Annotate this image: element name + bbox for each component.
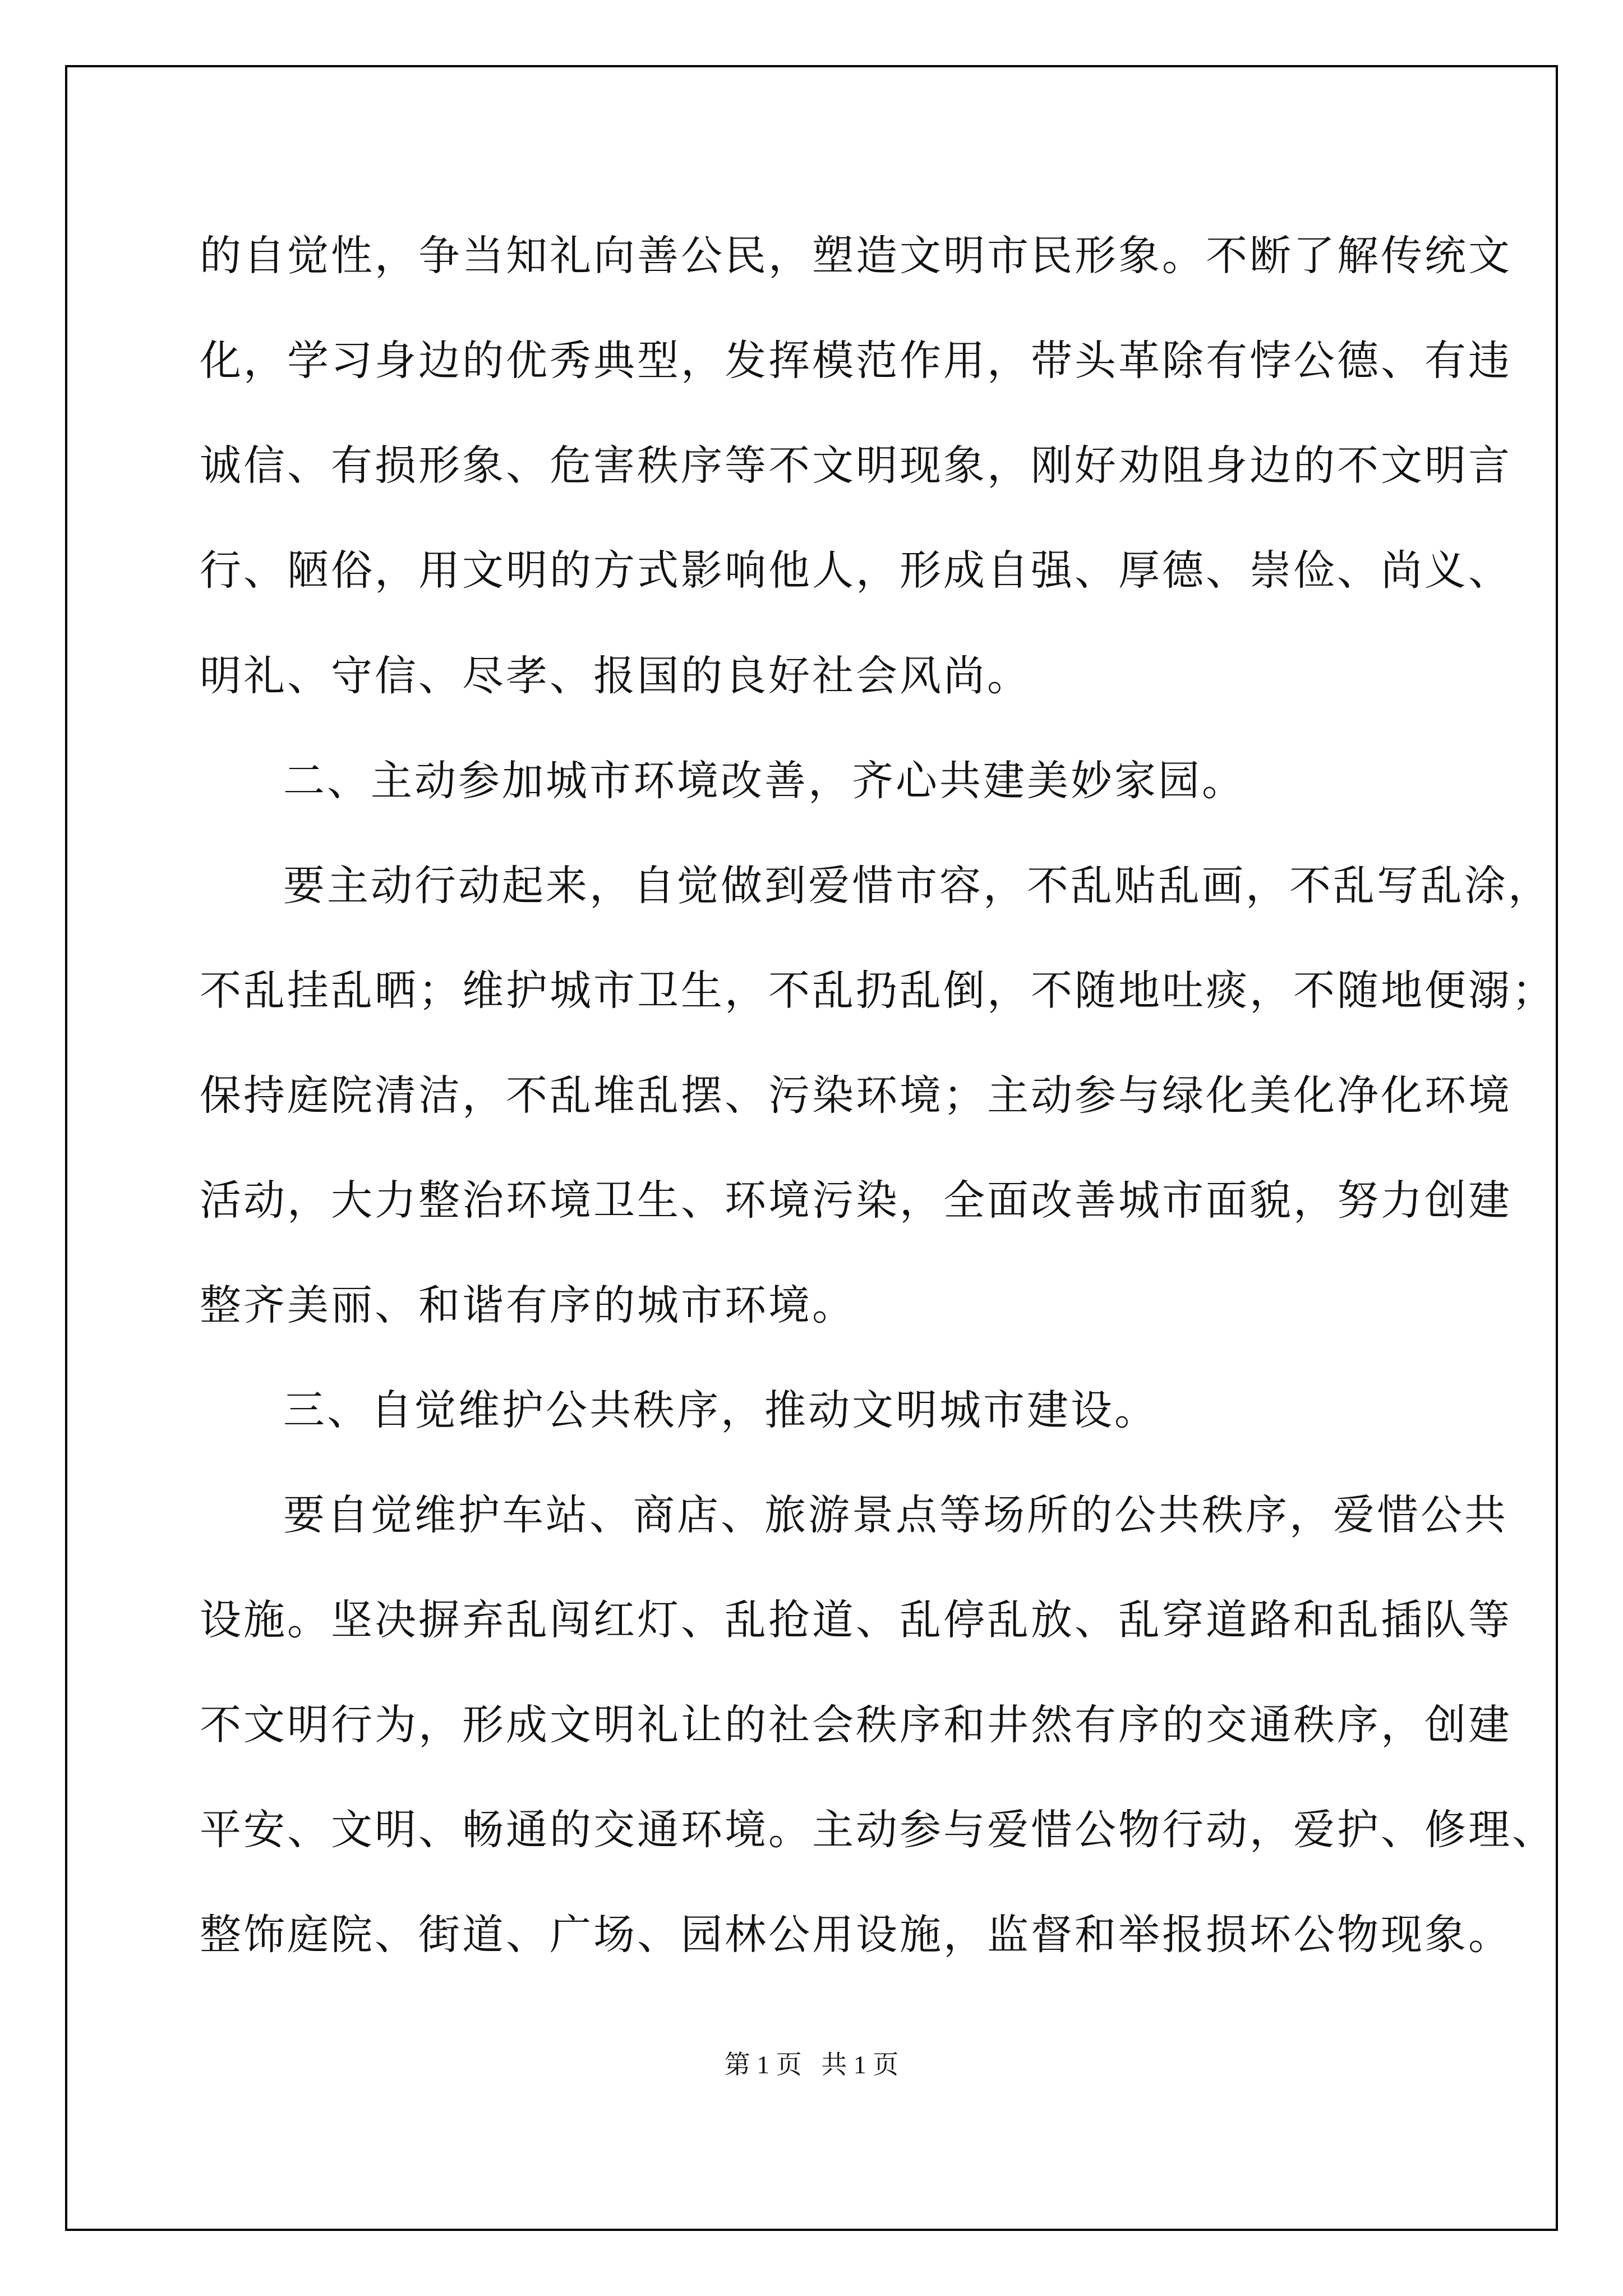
section-heading: 二、主动参加城市环境改善，齐心共建美妙家园。: [283, 757, 1246, 805]
section-heading: 三、自觉维护公共秩序，推动文明城市建设。: [283, 1386, 1158, 1434]
text-line: 要主动行动起来，自觉做到爱惜市容，不乱贴乱画，不乱写乱涂，: [283, 862, 1552, 910]
text-line: 设施。坚决摒弃乱闯红灯、乱抢道、乱停乱放、乱穿道路和乱插队等: [200, 1596, 1512, 1644]
text-line: 保持庭院清洁，不乱堆乱摆、污染环境；主动参与绿化美化净化环境: [200, 1071, 1512, 1120]
text-line: 明礼、守信、尽孝、报国的良好社会风尚。: [200, 652, 1031, 700]
text-line: 不文明行为，形成文明礼让的社会秩序和井然有序的交通秩序，创建: [200, 1701, 1512, 1749]
text-line: 不乱挂乱晒；维护城市卫生，不乱扔乱倒，不随地吐痰，不随地便溺；: [200, 967, 1556, 1015]
page-border: [65, 65, 1558, 2231]
text-line: 活动，大力整治环境卫生、环境污染，全面改善城市面貌，努力创建: [200, 1176, 1512, 1225]
text-line: 整齐美丽、和谐有序的城市环境。: [200, 1281, 856, 1329]
page-footer: 第 1 页 共 1 页: [724, 2050, 899, 2079]
text-line: 化，学习身边的优秀典型，发挥模范作用，带头革除有悖公德、有违: [200, 337, 1512, 385]
text-line: 的自觉性，争当知礼向善公民，塑造文明市民形象。不断了解传统文: [200, 232, 1512, 280]
text-line: 要自觉维护车站、商店、旅游景点等场所的公共秩序，爱惜公共: [283, 1491, 1508, 1539]
text-line: 整饰庭院、街道、广场、园林公用设施，监督和举报损坏公物现象。: [200, 1911, 1512, 1959]
text-line: 行、陋俗，用文明的方式影响他人，形成自强、厚德、崇俭、尚义、: [200, 546, 1512, 595]
text-line: 诚信、有损形象、危害秩序等不文明现象，刚好劝阻身边的不文明言: [200, 441, 1512, 490]
text-line: 平安、文明、畅通的交通环境。主动参与爱惜公物行动，爱护、修理、: [200, 1806, 1556, 1854]
